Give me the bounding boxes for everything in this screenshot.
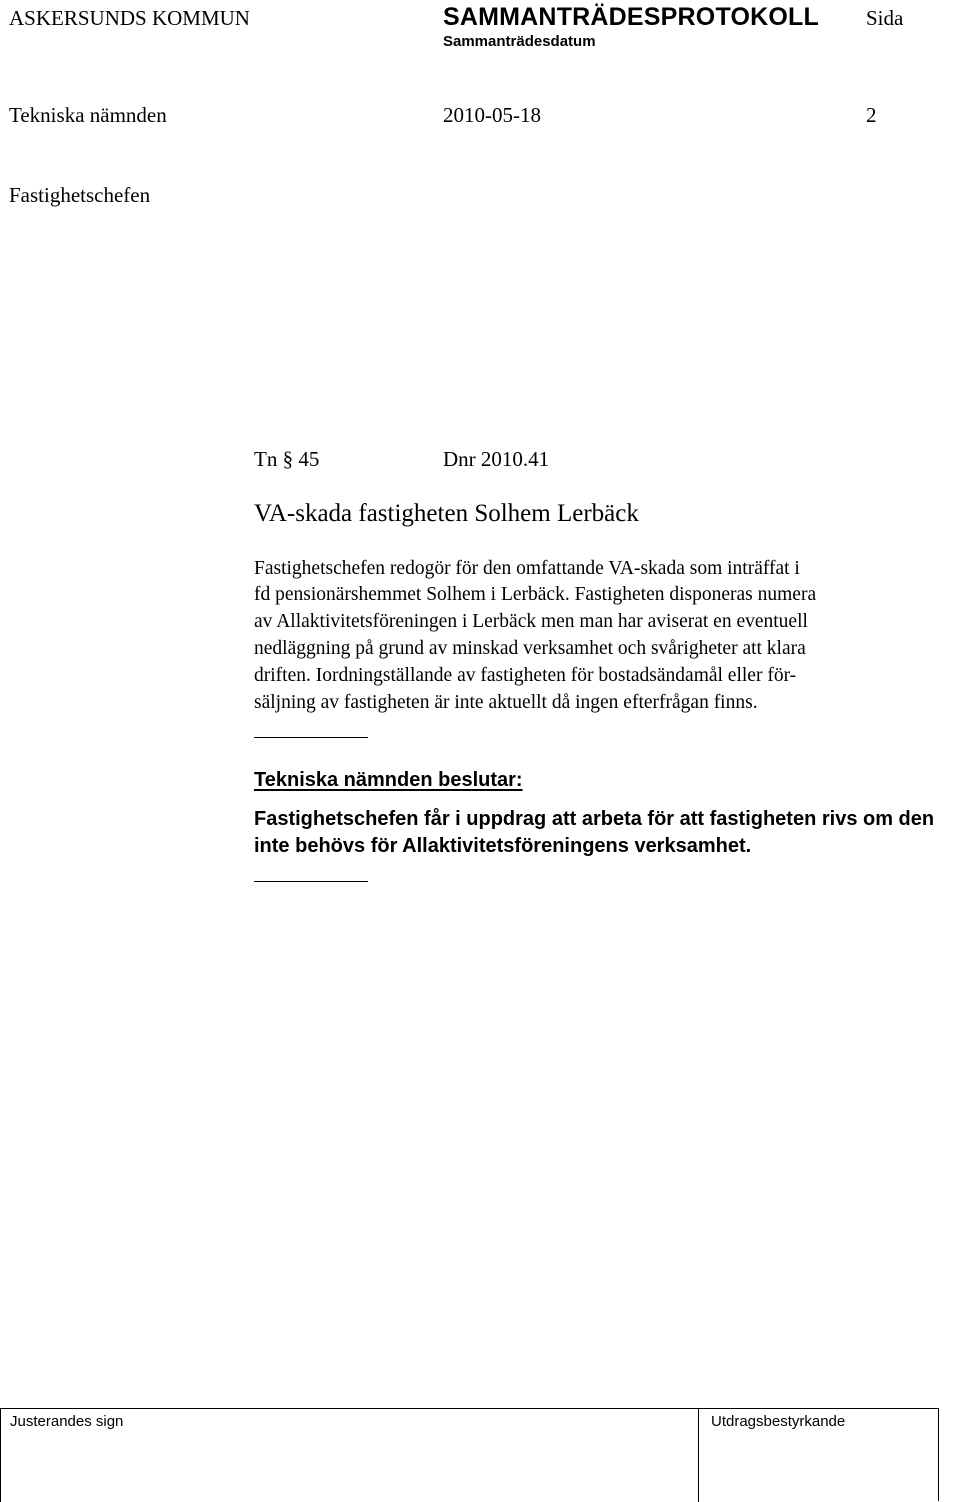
meeting-date: 2010-05-18 <box>443 103 541 127</box>
decision-line: inte behövs för Allaktivitetsföreningens verksamhet. <box>254 835 752 857</box>
adjuster-signature-label: Justerandes sign <box>10 1413 124 1430</box>
case-body-line: Fastighetschefen redogör för den omfattande VA-skada som inträffat i <box>254 558 800 579</box>
section-divider <box>254 881 368 882</box>
page-label: Sida <box>866 6 904 30</box>
extract-certification-label: Utdragsbestyrkande <box>711 1413 846 1430</box>
decision-line: Fastighetschefen får i uppdrag att arbeta för att fastigheten rivs om den <box>254 808 935 830</box>
section-divider <box>254 737 368 738</box>
case-body-line: fd pensionärshemmet Solhem i Lerbäck. Fastigheten disponeras numera <box>254 584 817 605</box>
page-number: 2 <box>866 103 877 127</box>
case-title: VA-skada fastigheten Solhem Lerbäck <box>254 500 639 527</box>
case-body-line: nedläggning på grund av minskad verksamhet och svårigheter att klara <box>254 638 806 659</box>
case-paragraph-number: Tn § 45 <box>254 447 320 471</box>
signature-box-divider <box>698 1409 699 1502</box>
case-body-line: säljning av fastigheten är inte aktuellt då ingen efterfrågan finns. <box>254 692 758 713</box>
case-body-line: av Allaktivitetsföreningen i Lerbäck men man har aviserat en eventuell <box>254 611 808 632</box>
presenter: Fastighetschefen <box>9 183 151 207</box>
case-diary-number: Dnr 2010.41 <box>443 447 550 471</box>
meeting-date-label: Sammanträdesdatum <box>443 33 596 50</box>
committee-name: Tekniska nämnden <box>9 103 167 127</box>
municipality-name: ASKERSUNDS KOMMUN <box>9 6 250 30</box>
document-type-title: SAMMANTRÄDESPROTOKOLL <box>443 3 819 31</box>
signature-box <box>0 1408 939 1501</box>
case-body-line: driften. Iordningställande av fastigheten för bostadsändamål eller för- <box>254 665 797 686</box>
signature-box-left-border <box>0 1409 1 1502</box>
decision-heading: Tekniska nämnden beslutar: <box>254 769 523 791</box>
